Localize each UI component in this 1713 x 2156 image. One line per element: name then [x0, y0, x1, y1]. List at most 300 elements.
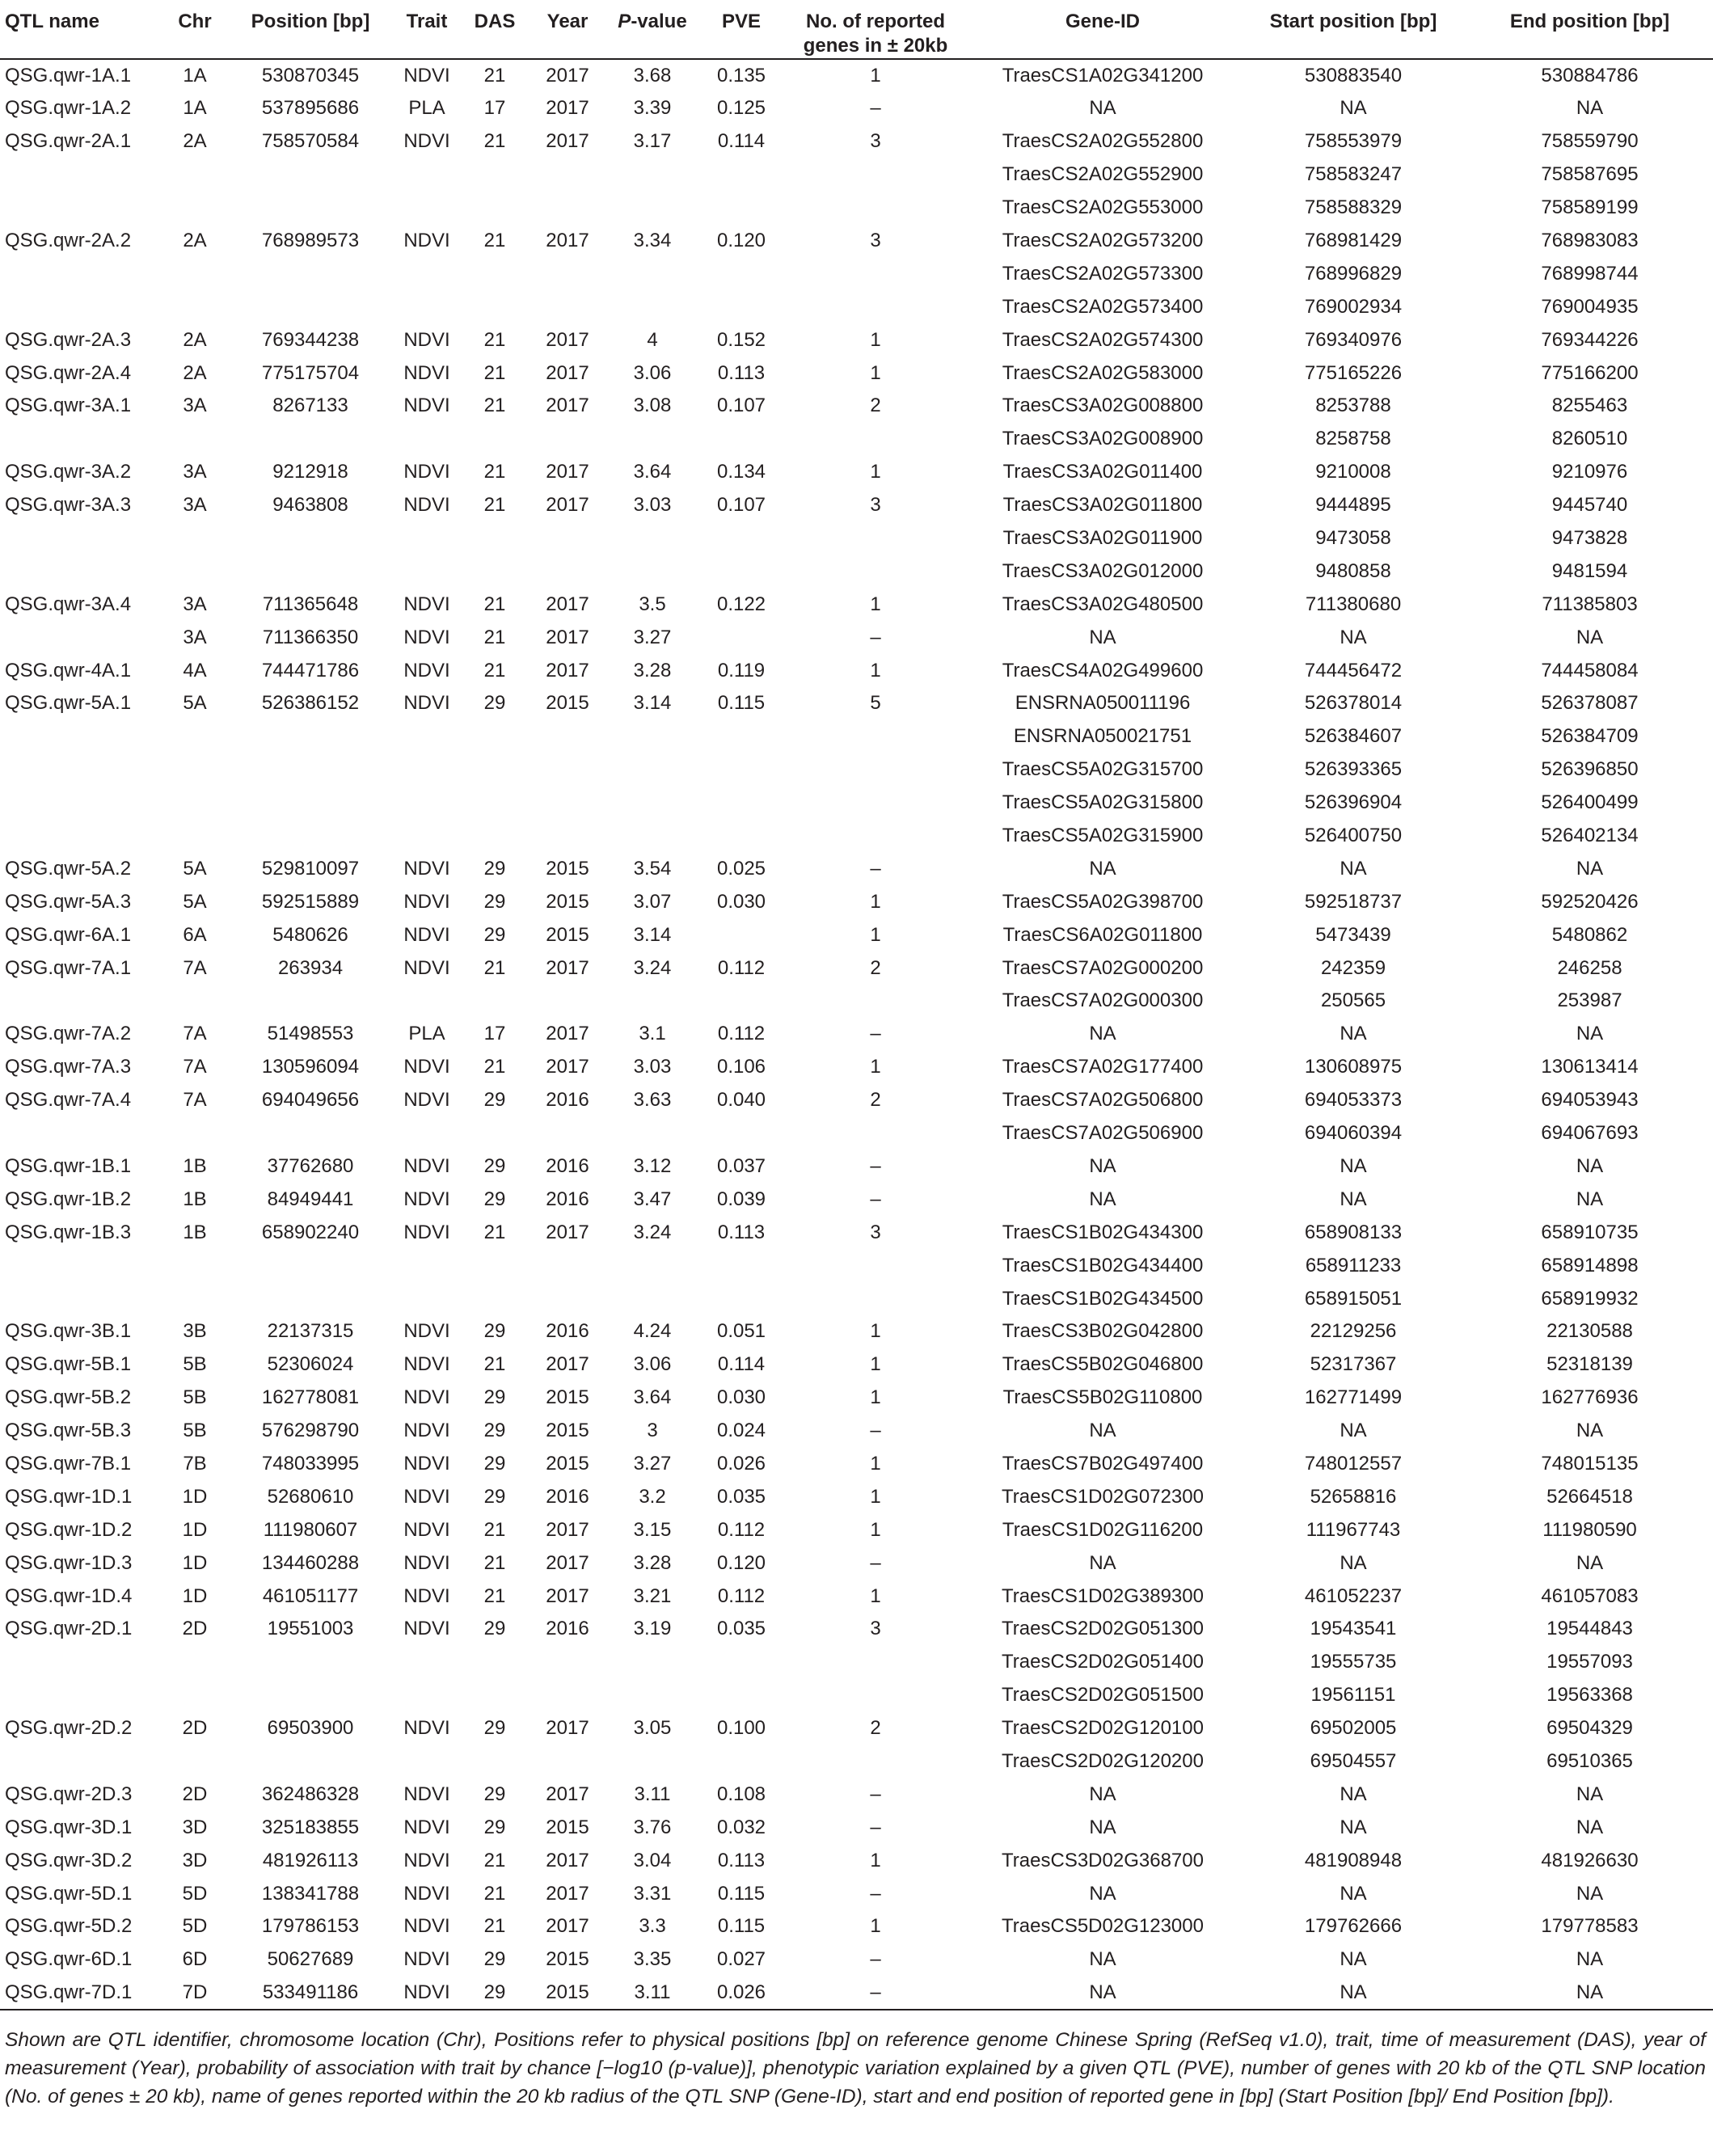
qtl-name-cell: QSG.qwr-6A.1: [5, 923, 132, 946]
chr-cell: 1D: [182, 1518, 208, 1541]
p-value-cell: [608, 787, 697, 820]
position-cell: 19551003: [267, 1618, 354, 1640]
table-row: [0, 1613, 1713, 1646]
chr-cell: [160, 1117, 230, 1150]
end-position-cell: 9210976: [1551, 461, 1628, 483]
das-cell: 21: [483, 461, 506, 483]
table-row: [0, 753, 1713, 787]
p-value-cell: 3.06: [633, 361, 672, 384]
gene-id-cell: TraesCS5B02G046800: [1002, 1353, 1204, 1376]
start-position-cell: 250565: [1320, 989, 1386, 1012]
trait-cell: NDVI: [403, 1089, 450, 1112]
year-cell: 2017: [546, 1353, 589, 1376]
das-cell: 21: [483, 1056, 506, 1078]
year-cell: 2016: [546, 1188, 589, 1210]
chr-cell: 1D: [182, 1584, 208, 1607]
start-position-cell: 694060394: [1304, 1122, 1403, 1145]
gene-id-cell: NA: [1089, 1188, 1116, 1210]
gene-id-cell: NA: [1089, 1420, 1116, 1442]
pve-cell: 0.112: [717, 956, 766, 979]
trait-cell: [391, 1249, 462, 1282]
qtl-name-cell: QSG.qwr-7A.2: [5, 1023, 132, 1045]
end-position-cell: NA: [1576, 857, 1604, 880]
num-genes-cell: 1: [870, 1584, 881, 1607]
chr-cell: 3A: [183, 494, 207, 517]
table-row: [0, 1811, 1713, 1844]
p-value-cell: 3.03: [633, 1056, 672, 1078]
gene-id-cell: TraesCS2D02G120100: [1002, 1717, 1204, 1740]
end-position-cell: 775166200: [1541, 361, 1639, 384]
start-position-cell: 526400750: [1304, 825, 1403, 847]
position-cell: [230, 820, 391, 853]
p-value-cell: 3.76: [633, 1816, 672, 1838]
gene-id-cell: TraesCS3A02G008900: [1002, 428, 1204, 450]
das-cell: 21: [483, 328, 506, 351]
start-position-cell: 22129256: [1310, 1320, 1397, 1343]
start-position-cell: 748012557: [1304, 1452, 1403, 1475]
das-cell: 21: [483, 394, 506, 417]
num-genes-cell: [786, 257, 965, 290]
das-cell: [462, 1282, 527, 1315]
trait-cell: [391, 1646, 462, 1679]
chr-cell: [160, 720, 230, 753]
position-cell: [230, 555, 391, 588]
position-cell: 138341788: [261, 1882, 360, 1905]
position-cell: 8267133: [272, 394, 348, 417]
table-row: [0, 323, 1713, 357]
p-value-cell: 3.14: [633, 692, 672, 715]
p-value-cell: 3.07: [633, 890, 672, 913]
position-cell: [230, 290, 391, 323]
end-position-cell: 481926630: [1541, 1849, 1639, 1871]
gene-id-cell: TraesCS5A02G315900: [1002, 825, 1204, 847]
chr-cell: [160, 1745, 230, 1778]
p-value-cell: [608, 423, 697, 456]
year-cell: [527, 290, 608, 323]
end-position-cell: 758559790: [1541, 130, 1639, 153]
pve-cell: [697, 522, 786, 555]
gene-id-cell: TraesCS1B02G434400: [1002, 1254, 1204, 1276]
year-cell: 2017: [546, 65, 589, 86]
chr-cell: 6A: [183, 923, 207, 946]
p-value-cell: 3.21: [633, 1584, 672, 1607]
start-position-cell: 694053373: [1304, 1089, 1403, 1112]
start-position-cell: 52658816: [1310, 1485, 1397, 1508]
end-position-cell: NA: [1576, 1188, 1604, 1210]
chr-cell: 5A: [183, 692, 207, 715]
year-cell: 2017: [546, 394, 589, 417]
start-position-cell: 711380680: [1305, 593, 1402, 615]
year-cell: [527, 423, 608, 456]
das-cell: 29: [483, 857, 506, 880]
year-cell: 2016: [546, 1154, 589, 1177]
das-cell: 21: [483, 230, 506, 251]
num-genes-cell: [786, 423, 965, 456]
num-genes-cell: 1: [870, 1056, 881, 1078]
pve-cell: 0.107: [716, 394, 766, 417]
trait-cell: NDVI: [403, 1386, 450, 1409]
trait-cell: NDVI: [403, 1618, 450, 1640]
start-position-cell: NA: [1340, 1023, 1367, 1045]
num-genes-cell: 2: [870, 1089, 881, 1112]
pve-cell: 0.125: [716, 97, 766, 120]
num-genes-cell: 1: [870, 1849, 881, 1871]
chr-cell: 2A: [183, 230, 207, 251]
p-value-cell: 3.5: [639, 593, 666, 615]
end-position-cell: 694067693: [1541, 1122, 1639, 1145]
qtl-name-cell: QSG.qwr-2A.2: [5, 230, 132, 251]
trait-cell: [391, 423, 462, 456]
year-cell: 2015: [546, 1948, 589, 1971]
position-cell: [230, 257, 391, 290]
qtl-name-cell: QSG.qwr-1D.1: [5, 1485, 133, 1508]
end-position-cell: 744458084: [1541, 659, 1639, 681]
pve-cell: [697, 918, 786, 951]
gene-id-cell: TraesCS1A02G341200: [1002, 65, 1204, 86]
table-row: [0, 621, 1713, 654]
end-position-cell: NA: [1576, 1023, 1604, 1045]
das-cell: 29: [483, 1089, 506, 1112]
p-value-cell: [608, 1646, 697, 1679]
das-cell: 29: [483, 1420, 506, 1442]
year-cell: [527, 1679, 608, 1712]
p-value-cell: 3.12: [633, 1154, 672, 1177]
pve-cell: 0.152: [716, 328, 766, 351]
das-cell: 29: [483, 1154, 506, 1177]
pve-cell: [697, 720, 786, 753]
position-cell: 694049656: [261, 1089, 360, 1112]
table-row: [0, 1382, 1713, 1415]
qtl-name-cell: QSG.qwr-3A.4: [5, 593, 132, 615]
end-position-cell: 768998744: [1541, 262, 1639, 285]
table-row: [0, 951, 1713, 985]
pve-cell: 0.112: [717, 1518, 766, 1541]
year-cell: [527, 985, 608, 1018]
num-genes-cell: [786, 290, 965, 323]
chr-cell: 7A: [183, 956, 207, 979]
year-cell: [527, 1282, 608, 1315]
qtl-name-cell: QSG.qwr-5A.3: [5, 890, 132, 913]
chr-cell: [160, 257, 230, 290]
pve-cell: 0.051: [716, 1320, 766, 1343]
gene-id-cell: TraesCS3A02G480500: [1002, 593, 1204, 615]
pve-cell: 0.037: [716, 1154, 766, 1177]
table-row: [0, 1877, 1713, 1910]
chr-cell: 3D: [182, 1816, 208, 1838]
year-cell: [527, 1249, 608, 1282]
pve-cell: [697, 1679, 786, 1712]
das-cell: [462, 1249, 527, 1282]
qtl-name-cell: [0, 820, 160, 853]
year-cell: 2015: [546, 1386, 589, 1409]
position-cell: 481926113: [262, 1849, 359, 1871]
start-position-cell: 481908948: [1304, 1849, 1403, 1871]
start-position-cell: 744456472: [1304, 659, 1403, 681]
qtl-name-cell: QSG.qwr-5D.2: [5, 1915, 133, 1938]
end-position-cell: NA: [1576, 1154, 1604, 1177]
p-value-cell: 3.31: [633, 1882, 672, 1905]
gene-id-cell: NA: [1089, 1551, 1116, 1574]
year-cell: 2017: [546, 1882, 589, 1905]
num-genes-cell: 1: [870, 461, 881, 483]
gene-id-cell: NA: [1089, 97, 1116, 120]
table-row: [0, 1282, 1713, 1315]
qtl-name-cell: [0, 192, 160, 225]
year-cell: 2017: [546, 1551, 589, 1574]
num-genes-cell: 5: [870, 692, 881, 715]
gene-id-cell: ENSRNA050021751: [1013, 725, 1192, 748]
das-cell: 21: [483, 361, 506, 384]
pve-cell: [697, 787, 786, 820]
num-genes-cell: –: [870, 1816, 881, 1838]
chr-cell: 2A: [183, 130, 207, 153]
gene-id-cell: TraesCS2A02G573200: [1002, 230, 1204, 251]
chr-cell: [160, 192, 230, 225]
start-position-cell: NA: [1340, 1154, 1367, 1177]
trait-cell: [391, 192, 462, 225]
gene-id-cell: NA: [1089, 857, 1116, 880]
p-value-cell: 3: [647, 1420, 658, 1442]
gene-id-cell: TraesCS3D02G368700: [1002, 1849, 1204, 1871]
num-genes-cell: –: [870, 1154, 881, 1177]
qtl-name-cell: QSG.qwr-1A.2: [5, 97, 132, 120]
qtl-name-cell: QSG.qwr-7A.4: [5, 1089, 132, 1112]
num-genes-cell: [786, 787, 965, 820]
qtl-name-cell: [0, 985, 160, 1018]
end-position-cell: 9481594: [1551, 559, 1628, 582]
pve-cell: [697, 1282, 786, 1315]
qtl-name-cell: QSG.qwr-1B.1: [5, 1154, 132, 1177]
pve-cell: 0.115: [717, 692, 766, 715]
das-cell: 29: [483, 1618, 506, 1640]
table-row: [0, 522, 1713, 555]
year-cell: 2017: [546, 956, 589, 979]
num-genes-cell: 3: [870, 1221, 881, 1243]
chr-cell: 5B: [183, 1386, 207, 1409]
p-value-cell: 3.06: [633, 1353, 672, 1376]
qtl-name-cell: QSG.qwr-3B.1: [5, 1320, 132, 1343]
gene-id-cell: NA: [1089, 1154, 1116, 1177]
gene-id-cell: TraesCS1B02G434500: [1002, 1287, 1204, 1310]
table-row: [0, 1679, 1713, 1712]
year-cell: 2017: [546, 130, 589, 153]
chr-cell: 3A: [183, 461, 207, 483]
position-cell: 52680610: [267, 1485, 354, 1508]
table-row: [0, 787, 1713, 820]
table-row: [0, 852, 1713, 885]
das-cell: [462, 1745, 527, 1778]
position-cell: 5480626: [272, 923, 348, 946]
position-cell: 537895686: [261, 97, 360, 120]
start-position-cell: 758588329: [1304, 196, 1403, 219]
p-value-cell: [608, 290, 697, 323]
table-row: [0, 1183, 1713, 1216]
p-value-cell: [608, 1745, 697, 1778]
year-cell: 2015: [546, 857, 589, 880]
chr-cell: 7D: [160, 1977, 230, 2010]
table-row: [0, 1977, 1713, 2010]
gene-id-cell: TraesCS3A02G008800: [1002, 394, 1204, 417]
header-pve: PVE: [697, 0, 786, 59]
num-genes-cell: [786, 158, 965, 192]
qtl-name-cell: QSG.qwr-6D.1: [5, 1948, 133, 1971]
gene-id-cell: TraesCS2A02G574300: [1002, 328, 1204, 351]
trait-cell: NDVI: [403, 1221, 450, 1243]
chr-cell: 2D: [182, 1618, 208, 1640]
pve-cell: 0.115: [717, 1915, 766, 1938]
end-position-cell: NA: [1576, 626, 1604, 648]
position-cell: 529810097: [261, 857, 360, 880]
end-position-cell: 19544843: [1546, 1618, 1633, 1640]
das-cell: 21: [483, 1353, 506, 1376]
table-row: [0, 1415, 1713, 1448]
end-position-cell: 768983083: [1541, 230, 1639, 251]
gene-id-cell: TraesCS2A02G573300: [1002, 262, 1204, 285]
position-cell: [230, 985, 391, 1018]
trait-cell: NDVI: [403, 361, 450, 384]
p-value-cell: 3.28: [633, 659, 672, 681]
qtl-name-cell: QSG.qwr-1B.3: [5, 1221, 132, 1243]
das-cell: 29: [462, 1977, 527, 2010]
end-position-cell: 758587695: [1541, 163, 1639, 186]
end-position-cell: NA: [1576, 1882, 1604, 1905]
gene-id-cell: TraesCS7A02G506800: [1002, 1089, 1204, 1112]
das-cell: 17: [483, 1023, 506, 1045]
chr-cell: 4A: [183, 659, 207, 681]
num-genes-cell: –: [870, 1783, 881, 1805]
p-value-cell: 3.08: [633, 394, 672, 417]
qtl-name-cell: QSG.qwr-3D.1: [5, 1816, 133, 1838]
end-position-cell: 461057083: [1541, 1584, 1639, 1607]
das-cell: 21: [483, 593, 506, 615]
table-row: [0, 918, 1713, 951]
year-cell: 2015: [527, 1977, 608, 2010]
das-cell: [462, 985, 527, 1018]
position-cell: 658902240: [261, 1221, 360, 1243]
qtl-name-cell: QSG.qwr-3D.2: [5, 1849, 133, 1871]
table-row: [0, 820, 1713, 853]
pve-cell: [697, 257, 786, 290]
gene-id-cell: NA: [1089, 626, 1116, 648]
table-row: [0, 1249, 1713, 1282]
qtl-name-cell: [0, 257, 160, 290]
end-position-cell: 526378087: [1541, 692, 1639, 715]
trait-cell: NDVI: [403, 857, 450, 880]
year-cell: 2017: [546, 1584, 589, 1607]
header-num-genes: [786, 0, 965, 59]
num-genes-cell: –: [870, 1023, 881, 1045]
p-value-cell: [608, 753, 697, 787]
pve-cell: 0.025: [716, 857, 766, 880]
qtl-name-cell: QSG.qwr-7A.3: [5, 1056, 132, 1078]
qtl-name-cell: QSG.qwr-2A.4: [5, 361, 132, 384]
position-cell: 22137315: [267, 1320, 354, 1343]
num-genes-cell: 1: [870, 1485, 881, 1508]
table-row: [0, 1546, 1713, 1580]
trait-cell: NDVI: [403, 1154, 450, 1177]
header-p-suffix: -value: [631, 11, 687, 32]
end-position-cell: NA: [1576, 97, 1604, 120]
table-row: [0, 1646, 1713, 1679]
gene-id-cell: TraesCS2A02G583000: [1002, 361, 1204, 384]
chr-cell: [160, 555, 230, 588]
p-value-cell: 3.39: [633, 97, 672, 120]
year-cell: 2017: [546, 1783, 589, 1805]
year-cell: 2017: [546, 626, 589, 648]
p-value-cell: 3.15: [633, 1518, 672, 1541]
year-cell: 2017: [546, 593, 589, 615]
position-cell: 711365648: [262, 593, 359, 615]
pve-cell: 0.030: [716, 1386, 766, 1409]
end-position-cell: 592520426: [1541, 890, 1639, 913]
trait-cell: NDVI: [403, 626, 450, 648]
gene-id-cell: TraesCS5A02G398700: [1002, 890, 1204, 913]
position-cell: 769344238: [261, 328, 360, 351]
table-row: [0, 257, 1713, 290]
position-cell: 461051177: [262, 1584, 359, 1607]
p-value-cell: 3.1: [639, 1023, 666, 1045]
num-genes-cell: 1: [870, 1353, 881, 1376]
year-cell: 2016: [546, 1618, 589, 1640]
num-genes-cell: –: [870, 1882, 881, 1905]
header-num-genes-line2: genes in ± 20kb: [803, 35, 948, 57]
gene-id-cell: TraesCS1D02G389300: [1002, 1584, 1204, 1607]
start-position-cell: 658915051: [1304, 1287, 1403, 1310]
pve-cell: [697, 1249, 786, 1282]
das-cell: [462, 720, 527, 753]
das-cell: 21: [483, 130, 506, 153]
end-position-cell: 769344226: [1541, 328, 1639, 351]
qtl-name-cell: [0, 158, 160, 192]
trait-cell: NDVI: [403, 461, 450, 483]
gene-id-cell: TraesCS4A02G499600: [1002, 659, 1204, 681]
table-row: [0, 192, 1713, 225]
pve-cell: [697, 555, 786, 588]
position-cell: 263934: [277, 956, 344, 979]
pve-cell: [697, 753, 786, 787]
chr-cell: 5B: [183, 1420, 207, 1442]
gene-id-cell: TraesCS2A02G573400: [1002, 295, 1204, 318]
end-position-cell: 9473828: [1551, 527, 1628, 550]
gene-id-cell: TraesCS2A02G552900: [1002, 163, 1204, 186]
position-cell: 768989573: [261, 230, 360, 251]
das-cell: [462, 158, 527, 192]
table-row: [0, 1084, 1713, 1117]
p-value-cell: [608, 1282, 697, 1315]
position-cell: [230, 1646, 391, 1679]
table-row: [0, 290, 1713, 323]
year-cell: 2016: [546, 1320, 589, 1343]
trait-cell: PLA: [408, 97, 445, 120]
gene-id-cell: NA: [1089, 1948, 1116, 1971]
chr-cell: [160, 985, 230, 1018]
qtl-name-cell: QSG.qwr-2A.3: [5, 328, 132, 351]
table-row: [0, 1348, 1713, 1382]
start-position-cell: 768996829: [1304, 262, 1403, 285]
position-cell: 51498553: [267, 1023, 354, 1045]
end-position-cell: 69504329: [1546, 1717, 1633, 1740]
num-genes-cell: 3: [870, 494, 881, 517]
pve-cell: 0.135: [716, 65, 766, 86]
chr-cell: 3A: [183, 626, 207, 648]
position-cell: [230, 1679, 391, 1712]
position-cell: [230, 787, 391, 820]
pve-cell: 0.114: [717, 1353, 766, 1376]
trait-cell: NDVI: [403, 1783, 450, 1805]
gene-id-cell: TraesCS6A02G011800: [1002, 923, 1203, 946]
das-cell: 21: [483, 1849, 506, 1871]
p-value-cell: [608, 555, 697, 588]
